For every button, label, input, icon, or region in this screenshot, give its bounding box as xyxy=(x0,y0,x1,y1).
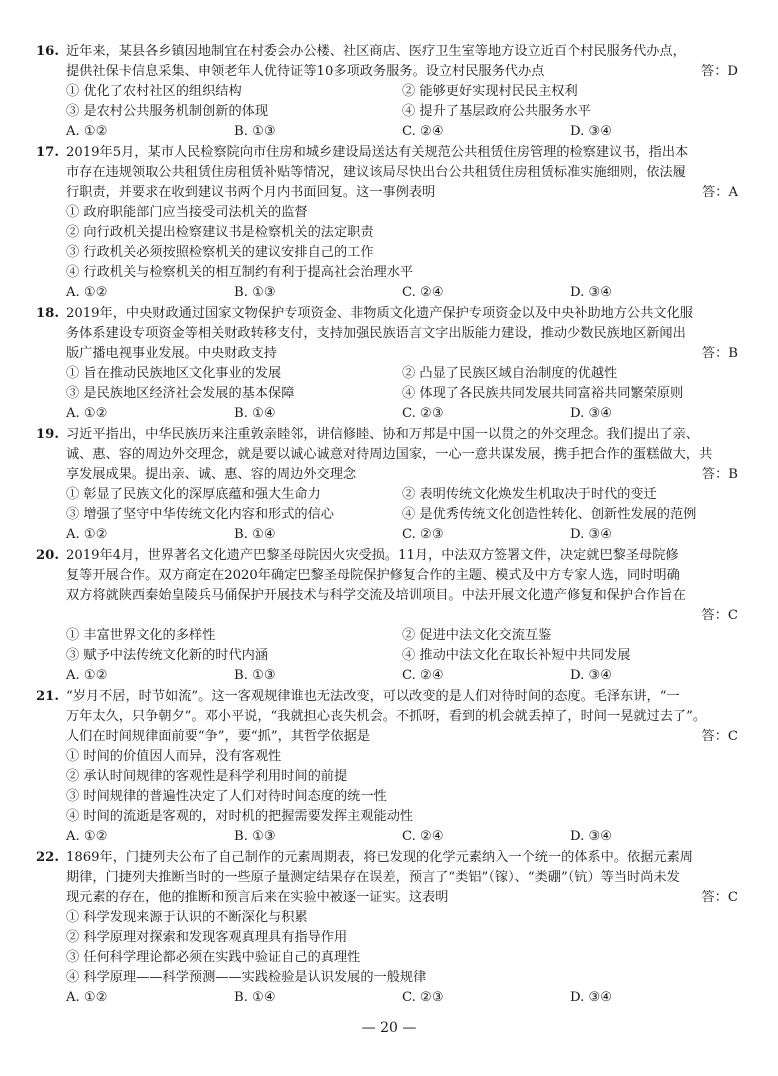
choice-d: D. ③④ xyxy=(570,527,613,542)
choice-d: D. ③④ xyxy=(570,668,613,683)
choice-a: A. ①② xyxy=(66,124,108,139)
option-list xyxy=(66,364,738,404)
choice-list xyxy=(66,283,738,303)
option-item: ③ 是民族地区经济社会发展的基本保障 xyxy=(66,386,295,401)
choice-b: B. ①③ xyxy=(234,285,276,300)
stem-line: “岁月不居，时节如流”。这一客观规律谁也无法改变，可以改变的是人们对待时间的态度。毛泽东讲，“一 xyxy=(66,689,680,704)
choice-b: B. ①④ xyxy=(234,990,276,1005)
choice-c: C. ②④ xyxy=(402,668,444,683)
stem-line: 提供社保卡信息采集、申领老年人优待证等10多项政务服务。设立村民服务代办点 xyxy=(66,64,545,79)
stem-line: 2019年4月，世界著名文化遗产巴黎圣母院因火灾受损。11月，中法双方签署文件，决定就巴黎圣母院修 xyxy=(66,548,679,563)
option-item: ① 丰富世界文化的多样性 xyxy=(66,628,216,643)
option-item: ④ 时间的流逝是客观的，对时机的把握需要发挥主观能动性 xyxy=(66,809,414,824)
stem-line: 市存在违规领取公共租赁住房租赁补贴等情况，建议该局尽快出台公共租赁住房租赁标准实施细则，依法履 xyxy=(66,165,686,180)
option-list xyxy=(66,203,738,283)
option-item: ① 优化了农村社区的组织结构 xyxy=(66,84,242,99)
option-list xyxy=(66,485,738,525)
choice-c: C. ②④ xyxy=(402,829,444,844)
choice-c: C. ②③ xyxy=(402,527,444,542)
answer-key: 答：C xyxy=(701,608,738,623)
choice-list xyxy=(66,988,738,1008)
option-item: ① 时间的价值因人而异，没有客观性 xyxy=(66,749,282,764)
question-number: 22. xyxy=(36,850,59,865)
question-stem xyxy=(66,546,738,626)
question-19 xyxy=(36,425,738,545)
answer-key: 答：A xyxy=(702,185,738,200)
choice-a: A. ①② xyxy=(66,668,108,683)
question-20 xyxy=(36,546,738,686)
choice-d: D. ③④ xyxy=(570,990,613,1005)
choice-b: B. ①③ xyxy=(234,829,276,844)
stem-line: 诚、惠、容的周边外交理念，就是要以诚心诚意对待周边国家，一心一意共谋发展，携手把合作的蛋糕做大，共 xyxy=(66,447,713,462)
stem-line: 版广播电视事业发展。中央财政支持 xyxy=(66,346,277,361)
question-18 xyxy=(36,304,738,424)
stem-line: 人们在时间规律面前要“争”，要“抓”，其哲学依据是 xyxy=(66,729,370,744)
option-item: ② 凸显了民族区域自治制度的优越性 xyxy=(402,366,618,381)
option-item: ① 旨在推动民族地区文化事业的发展 xyxy=(66,366,282,381)
choice-b: B. ①④ xyxy=(234,527,276,542)
option-item: ④ 体现了各民族共同发展共同富裕共同繁荣原则 xyxy=(402,386,684,401)
question-stem xyxy=(66,425,738,485)
choice-d: D. ③④ xyxy=(570,406,613,421)
answer-key: 答：D xyxy=(701,64,738,79)
choice-list xyxy=(66,525,738,545)
option-item: ④ 推动中法文化在取长补短中共同发展 xyxy=(402,648,631,663)
choice-c: C. ②③ xyxy=(402,990,444,1005)
option-item: ④ 科学原理——科学预测——实践检验是认识发展的一般规律 xyxy=(66,970,427,985)
choice-a: A. ①② xyxy=(66,285,108,300)
choice-d: D. ③④ xyxy=(570,829,613,844)
stem-line: 习近平指出，中华民族历来注重敦亲睦邻，讲信修睦、协和万邦是中国一以贯之的外交理念。我们提出了亲、 xyxy=(66,427,699,442)
choice-d: D. ③④ xyxy=(570,285,613,300)
choice-c: C. ②④ xyxy=(402,285,444,300)
question-stem xyxy=(66,687,738,747)
option-item: ③ 赋予中法传统文化新的时代内涵 xyxy=(66,648,269,663)
choice-b: B. ①④ xyxy=(234,406,276,421)
choice-d: D. ③④ xyxy=(570,124,613,139)
question-stem xyxy=(66,848,738,908)
stem-line: 双方将就陕西秦始皇陵兵马俑保护开展技术与科学交流及培训项目。中法开展文化遗产修复和保护合作旨在 xyxy=(66,588,686,603)
question-number: 20. xyxy=(36,548,59,563)
answer-key: 答：B xyxy=(701,467,738,482)
choice-b: B. ①③ xyxy=(234,668,276,683)
option-item: ① 政府职能部门应当接受司法机关的监督 xyxy=(66,205,308,220)
option-item: ② 向行政机关提出检察建议书是检察机关的法定职责 xyxy=(66,225,374,240)
question-stem xyxy=(66,143,738,203)
stem-line: 现元素的存在，他的推断和预言后来在实验中被逐一证实。这表明 xyxy=(66,890,449,905)
option-item: ② 表明传统文化焕发生机取决于时代的变迁 xyxy=(402,487,657,502)
option-item: ② 科学原理对探索和发现客观真理具有指导作用 xyxy=(66,930,348,945)
stem-line: 万年太久，只争朝夕”。邓小平说，“我就担心丧失机会。不抓呀，看到的机会就丢掉了，时间一晃就过去了”。 xyxy=(66,709,707,724)
choice-list xyxy=(66,122,738,142)
page-number: — 20 — xyxy=(361,1020,417,1036)
choice-c: C. ②④ xyxy=(402,124,444,139)
answer-key: 答：C xyxy=(701,729,738,744)
question-stem xyxy=(66,304,738,364)
stem-line: 2019年，中央财政通过国家文物保护专项资金、非物质文化遗产保护专项资金以及中央补助地方公共文化服 xyxy=(66,306,693,321)
option-item: ③ 是农村公共服务机制创新的体现 xyxy=(66,104,269,119)
question-22 xyxy=(36,848,738,1008)
question-16 xyxy=(36,42,738,142)
option-list xyxy=(66,747,738,827)
question-number: 19. xyxy=(36,427,59,442)
choice-a: A. ①② xyxy=(66,406,108,421)
question-number: 21. xyxy=(36,689,59,704)
option-item: ④ 提升了基层政府公共服务水平 xyxy=(402,104,591,119)
option-item: ③ 增强了坚守中华传统文化内容和形式的信心 xyxy=(66,507,334,522)
stem-line: 近年来，某县各乡镇因地制宜在村委会办公楼、社区商店、医疗卫生室等地方设立近百个村民服务代办点， xyxy=(66,44,686,59)
stem-line: 1869年，门捷列夫公布了自己制作的元素周期表，将已发现的化学元素纳入一个统一的体系中。依据元素周 xyxy=(66,850,693,865)
question-number: 18. xyxy=(36,306,59,321)
question-number: 17. xyxy=(36,145,59,160)
option-item: ② 承认时间规律的客观性是科学利用时间的前提 xyxy=(66,769,348,784)
question-17 xyxy=(36,143,738,303)
option-list xyxy=(66,626,738,666)
question-stem xyxy=(66,42,738,82)
question-21 xyxy=(36,687,738,847)
stem-line: 享发展成果。提出亲、诚、惠、容的周边外交理念 xyxy=(66,467,357,482)
option-item: ④ 行政机关与检察机关的相互制约有利于提高社会治理水平 xyxy=(66,265,414,280)
stem-line: 2019年5月，某市人民检察院向市住房和城乡建设局送达有关规范公共租赁住房管理的检察建议书，指出本 xyxy=(66,145,689,160)
option-item: ③ 行政机关必须按照检察机关的建议安排自己的工作 xyxy=(66,245,374,260)
choice-b: B. ①③ xyxy=(234,124,276,139)
answer-key: 答：B xyxy=(701,346,738,361)
choice-list xyxy=(66,827,738,847)
option-item: ③ 任何科学理论都必须在实践中验证自己的真理性 xyxy=(66,950,361,965)
stem-line: 复等开展合作。双方商定在2020年确定巴黎圣母院保护修复合作的主题、模式及中方专家人选，同时明确 xyxy=(66,568,680,583)
option-list xyxy=(66,82,738,122)
stem-line: 期律，门捷列夫推断当时的一些原子量测定结果存在误差，预言了“类铝”（镓）、“类硼”（钪）等当时尚未发 xyxy=(66,870,680,885)
choice-list xyxy=(66,666,738,686)
choice-a: A. ①② xyxy=(66,527,108,542)
stem-line: 务体系建设专项资金等相关财政转移支付，支持加强民族语言文字出版能力建设，推动少数民族地区新闻出 xyxy=(66,326,686,341)
choice-a: A. ①② xyxy=(66,829,108,844)
option-item: ① 科学发现来源于认识的不断深化与积累 xyxy=(66,910,308,925)
option-item: ② 促进中法文化交流互鉴 xyxy=(402,628,552,643)
choice-list xyxy=(66,404,738,424)
option-item: ① 彰显了民族文化的深厚底蕴和强大生命力 xyxy=(66,487,321,502)
answer-key: 答：C xyxy=(701,890,738,905)
choice-c: C. ②③ xyxy=(402,406,444,421)
option-list xyxy=(66,908,738,988)
option-item: ③ 时间规律的普遍性决定了人们对待时间态度的统一性 xyxy=(66,789,387,804)
stem-line: 行职责，并要求在收到建议书两个月内书面回复。这一事例表明 xyxy=(66,185,436,200)
option-item: ④ 是优秀传统文化创造性转化、创新性发展的范例 xyxy=(402,507,697,522)
choice-a: A. ①② xyxy=(66,990,108,1005)
question-number: 16. xyxy=(36,44,59,59)
option-item: ② 能够更好实现村民民主权利 xyxy=(402,84,578,99)
